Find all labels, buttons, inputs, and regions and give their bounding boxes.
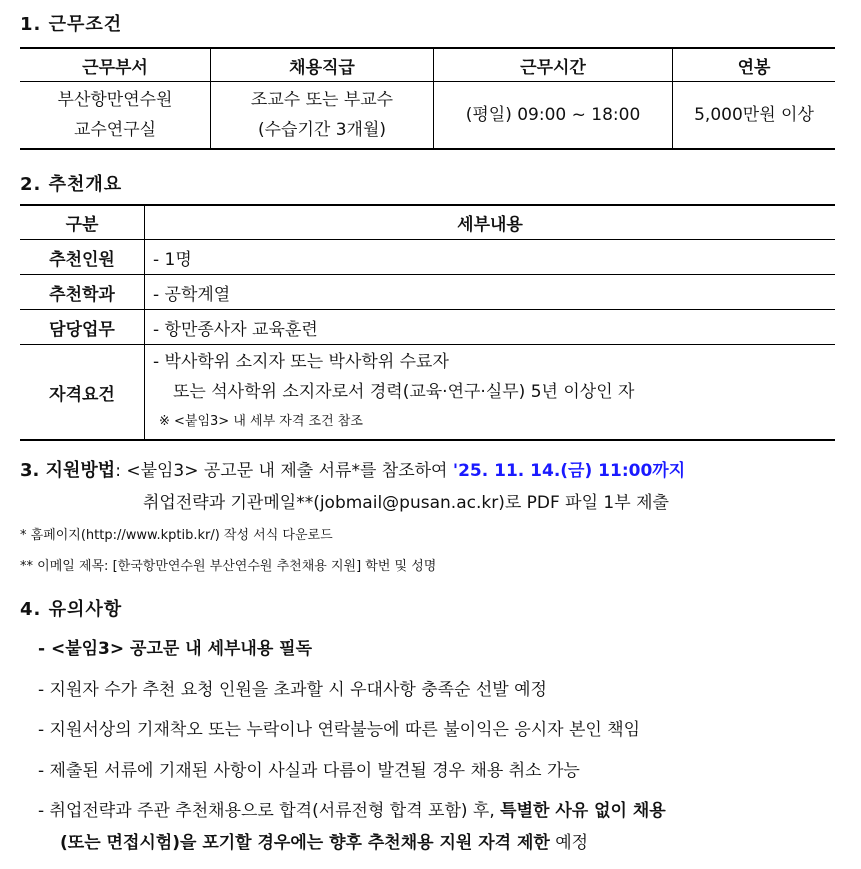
notice-item-5-text: - 취업전략과 주관 추천채용으로 합격(서류전형 합격 포함) 후, — [38, 801, 501, 821]
recommendation-table — [20, 204, 835, 441]
cell-rank — [211, 82, 434, 150]
notice-item-2: - 지원자 수가 추천 요청 인원을 초과할 시 우대사항 충족순 선발 예정 — [38, 680, 547, 700]
qualification-line2: 또는 석사학위 소지자로서 경력(교육·연구·실무) 5년 이상인 자 — [173, 382, 635, 402]
header-salary: 연봉 — [673, 48, 836, 82]
cell-hours: (평일) 09:00 ~ 18:00 — [434, 82, 673, 150]
value-department: - 공학계열 — [145, 275, 836, 310]
section3-text: : <붙임3> 공고문 내 제출 서류*를 참조하여 — [115, 461, 453, 481]
rank-line1: 조교수 또는 부교수 — [250, 90, 394, 110]
notice-item-4: - 제출된 서류에 기재된 사항이 사실과 다름이 발견될 경우 채용 취소 가능 — [38, 761, 580, 781]
note-email-subject: ** 이메일 제목: [한국항만연수원 부산연수원 추천채용 지원] 학번 및 성명 — [20, 559, 437, 574]
header-rank: 채용직급 — [211, 48, 434, 82]
label-headcount: 추천인원 — [20, 240, 145, 275]
cell-dept — [20, 82, 211, 150]
section2-heading: 2. 추천개요 — [20, 174, 123, 195]
header-category: 구분 — [20, 205, 145, 240]
dept-line1: 부산항만연수원 — [57, 90, 173, 110]
rank-line2: (수습기간 3개월) — [257, 120, 387, 140]
value-headcount: - 1명 — [145, 240, 836, 275]
section3-block — [20, 455, 685, 519]
section3-heading: 3. 지원방법 — [20, 460, 116, 481]
value-qualification — [145, 345, 836, 441]
deadline: '25. 11. 14.(금) 11:00까지 — [452, 461, 686, 481]
cell-salary: 5,000만원 이상 — [673, 82, 836, 150]
notice-item-5-tail: 예정 — [549, 833, 589, 853]
notice-item-3: - 지원서상의 기재착오 또는 누락이나 연락불능에 따른 불이익은 응시자 본인 책임 — [38, 720, 641, 740]
header-details: 세부내용 — [145, 205, 836, 240]
section3-line2: 취업전략과 기관메일**(jobmail@pusan.ac.kr)로 PDF 파일 1부 제출 — [143, 493, 669, 513]
notice-item-1: - <붙임3> 공고문 내 세부내용 필독 — [38, 639, 313, 659]
qualification-note: ※ <붙임3> 내 세부 자격 조건 참조 — [159, 414, 363, 429]
notice-item-5 — [38, 795, 843, 859]
qualification-line1: - 박사학위 소지자 또는 박사학위 수료자 — [153, 352, 449, 372]
work-conditions-table — [20, 47, 835, 150]
section1-heading: 1. 근무조건 — [20, 14, 123, 35]
note-homepage: * 홈페이지(http://www.kptib.kr/) 작성 서식 다운로드 — [20, 528, 333, 543]
notice-item-5-emph2: (또는 면접시험)을 포기할 경우에는 향후 추천채용 지원 자격 제한 — [60, 833, 550, 853]
value-duty: - 항만종사자 교육훈련 — [145, 310, 836, 345]
label-department: 추천학과 — [20, 275, 145, 310]
section3-line1 — [20, 455, 685, 487]
header-dept: 근무부서 — [20, 48, 211, 82]
label-duty: 담당업무 — [20, 310, 145, 345]
notice-item-5-emph: 특별한 사유 없이 채용 — [500, 801, 666, 821]
header-hours: 근무시간 — [434, 48, 673, 82]
label-qualification: 자격요건 — [49, 384, 115, 405]
section4-heading: 4. 유의사항 — [20, 599, 123, 620]
dept-line2: 교수연구실 — [73, 120, 157, 140]
